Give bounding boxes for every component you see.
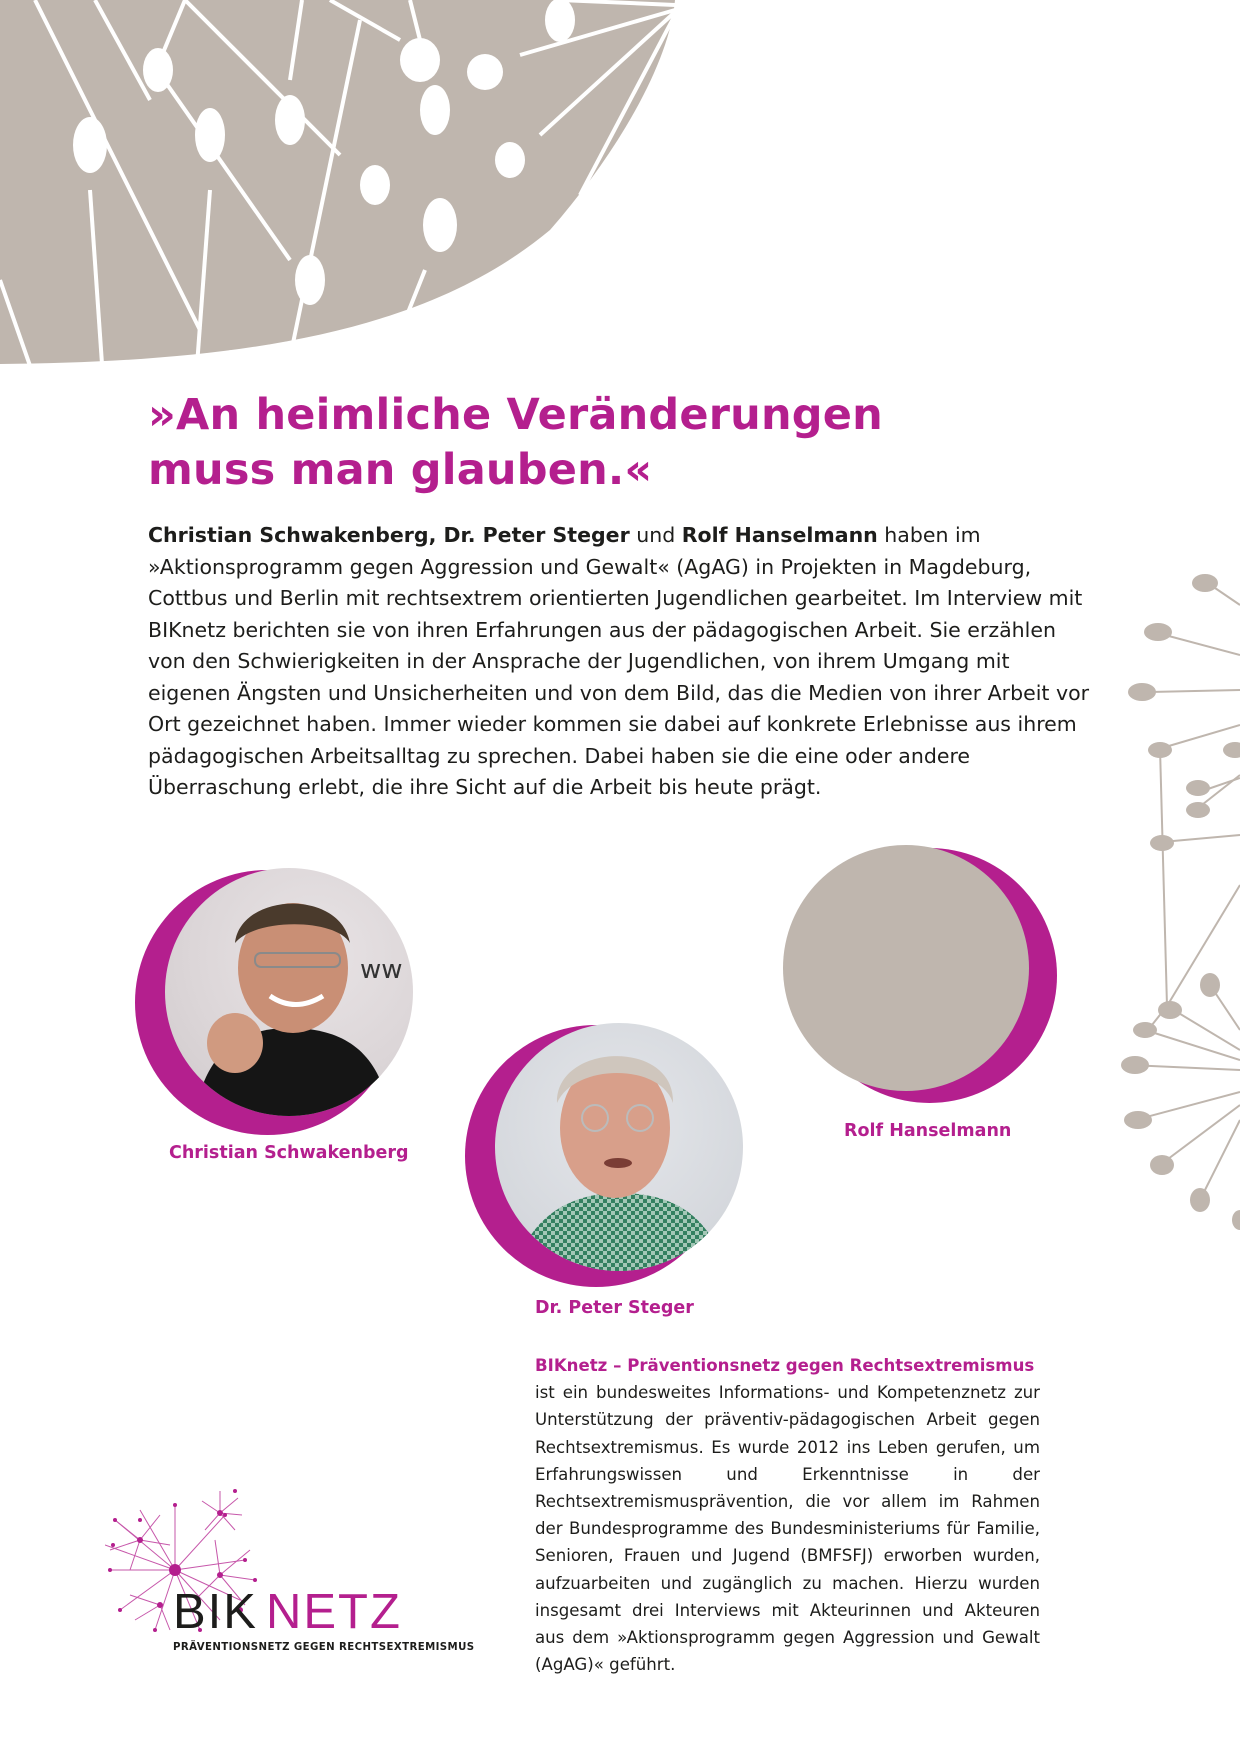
portrait-photo [165, 868, 413, 1116]
svg-text:ww: ww [360, 955, 403, 985]
headline-line-1: »An heimliche Veränderungen [148, 390, 883, 440]
logo-word-bik: BIK [173, 1585, 258, 1639]
dandelion-decoration-right [1100, 560, 1240, 1360]
logo-wordmark [173, 1587, 402, 1637]
portrait-rolf-hanselmann [780, 845, 1060, 1115]
intro-names-bold-2: Rolf Hanselmann [681, 523, 878, 547]
about-biknetz [535, 1352, 1040, 1678]
about-text: ist ein bundesweites Informations- und Kompetenznetz zur Unterstützung der präventiv-pädagogischen Arbeit gegen Rechtsextremismus. Es wurde 2012 ins Leben gerufen, um Erfahrungswissen und Erkenntnisse in der Rechtsextremismusprävention, die vor allem im Rahmen der Bundesprogramme des Bundesministeriums für Familie, Senioren, Frauen und Jugend (BMFSFJ) erworben wurden, aufzuarbeiten und zugänglich zu machen. Hierzu wurden insgesamt drei Interviews mit Akteurinnen und Akteuren aus dem »Aktionsprogramm gegen Aggression und Gewalt (AgAG)« geführt. [535, 1383, 1040, 1675]
portrait-christian-schwakenberg [135, 870, 415, 1140]
logo-word-netz: NETZ [265, 1585, 402, 1639]
intro-names-bold-1: Christian Schwakenberg, Dr. Peter Steger [148, 523, 630, 547]
portrait-name-peter-steger: Dr. Peter Steger [535, 1298, 694, 1318]
portrait-peter-steger [465, 1025, 745, 1295]
logo-tagline: PRÄVENTIONSNETZ GEGEN RECHTSEXTREMISMUS [173, 1642, 475, 1653]
intro-paragraph [148, 520, 1093, 804]
intro-text: haben im »Aktionsprogramm gegen Aggression und Gewalt« (AgAG) in Projekten in Magdeburg, Cottbus und Berlin mit rechtsextrem orientierten Jugendlichen gearbeitet. Im Interview mit BIKnetz berichten sie von ihren Erfahrungen aus der pädagogischen Arbeit. Sie erzählen von den Schwierigkeiten in der Ansprache der Jugendlichen, von ihrem Umgang mit eigenen Ängsten und Unsicherheiten und von dem Bild, das die Medien von ihrer Arbeit vor Ort gezeichnet haben. Immer wieder kommen sie dabei auf konkrete Erlebnisse aus ihrem pädagogischen Arbeitsalltag zu sprechen. Dabei haben sie die eine oder andere Überraschung erlebt, die ihre Sicht auf die Arbeit bis heute prägt. [148, 523, 1090, 799]
portrait-name-christian: Christian Schwakenberg [169, 1143, 409, 1163]
portrait-placeholder [783, 845, 1029, 1091]
intro-connector: und [629, 523, 682, 547]
about-lead: BIKnetz – Präventionsnetz gegen Rechtsextremismus [535, 1356, 1035, 1375]
portrait-photo [495, 1023, 743, 1271]
headline [148, 388, 1048, 498]
person-silhouette-icon [165, 868, 413, 1116]
biknetz-logo [105, 1485, 505, 1655]
headline-line-2: muss man glauben.« [148, 445, 653, 495]
portrait-name-rolf-hanselmann: Rolf Hanselmann [844, 1121, 1012, 1141]
person-silhouette-icon [495, 1023, 743, 1271]
dandelion-decoration-top [0, 0, 700, 370]
